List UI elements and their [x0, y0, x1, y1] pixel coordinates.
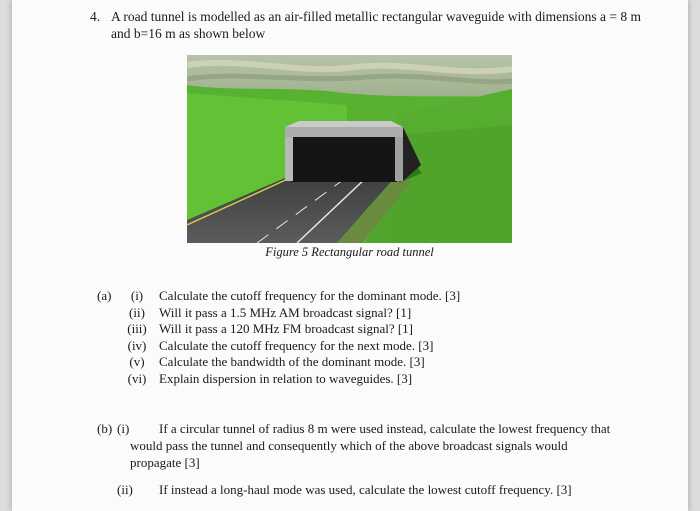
figure-caption: Figure 5 Rectangular road tunnel: [265, 245, 434, 259]
question-intro: A road tunnel is modelled as an air-filled metallic rectangular waveguide with dimensions a = 8 m and b=16 m as shown below: [111, 9, 641, 41]
item-roman: (ii): [117, 482, 133, 497]
tunnel-figure: [187, 55, 512, 243]
item-roman: (i): [130, 288, 144, 303]
item-text-content: If a circular tunnel of radius 8 m were used instead, calculate the lowest frequency that would pass the tunnel and consequently which of the above broadcast signals would propagate [3]: [130, 421, 611, 470]
item-text: [130, 420, 617, 471]
part-b-label: (b): [97, 421, 113, 436]
item-text: Calculate the bandwidth of the dominant mode. [3]: [159, 354, 425, 370]
document-page: [12, 0, 688, 511]
part-a-label: (a): [97, 288, 112, 303]
item-text: Calculate the cutoff frequency for the dominant mode. [3]: [159, 288, 461, 303]
item-roman: (ii): [129, 304, 145, 320]
item-text: Will it pass a 1.5 MHz AM broadcast signal? [1]: [159, 304, 412, 320]
item-text: If instead a long-haul mode was used, calculate the lowest cutoff frequency. [3]: [159, 482, 572, 497]
part-b-item-i: [97, 420, 617, 471]
item-text: Will it pass a 120 MHz FM broadcast signal? [1]: [159, 321, 414, 337]
item-roman: (i): [117, 421, 130, 436]
item-roman: (v): [129, 354, 145, 370]
item-text: Calculate the cutoff frequency for the next mode. [3]: [159, 337, 434, 353]
item-roman: (iii): [127, 321, 147, 337]
item-text: Explain dispersion in relation to waveguides. [3]: [159, 370, 413, 386]
item-roman: (iv): [127, 337, 147, 353]
question-number: 4.: [90, 9, 101, 24]
item-roman: (vi): [127, 370, 147, 386]
tunnel-illustration: [187, 55, 512, 243]
